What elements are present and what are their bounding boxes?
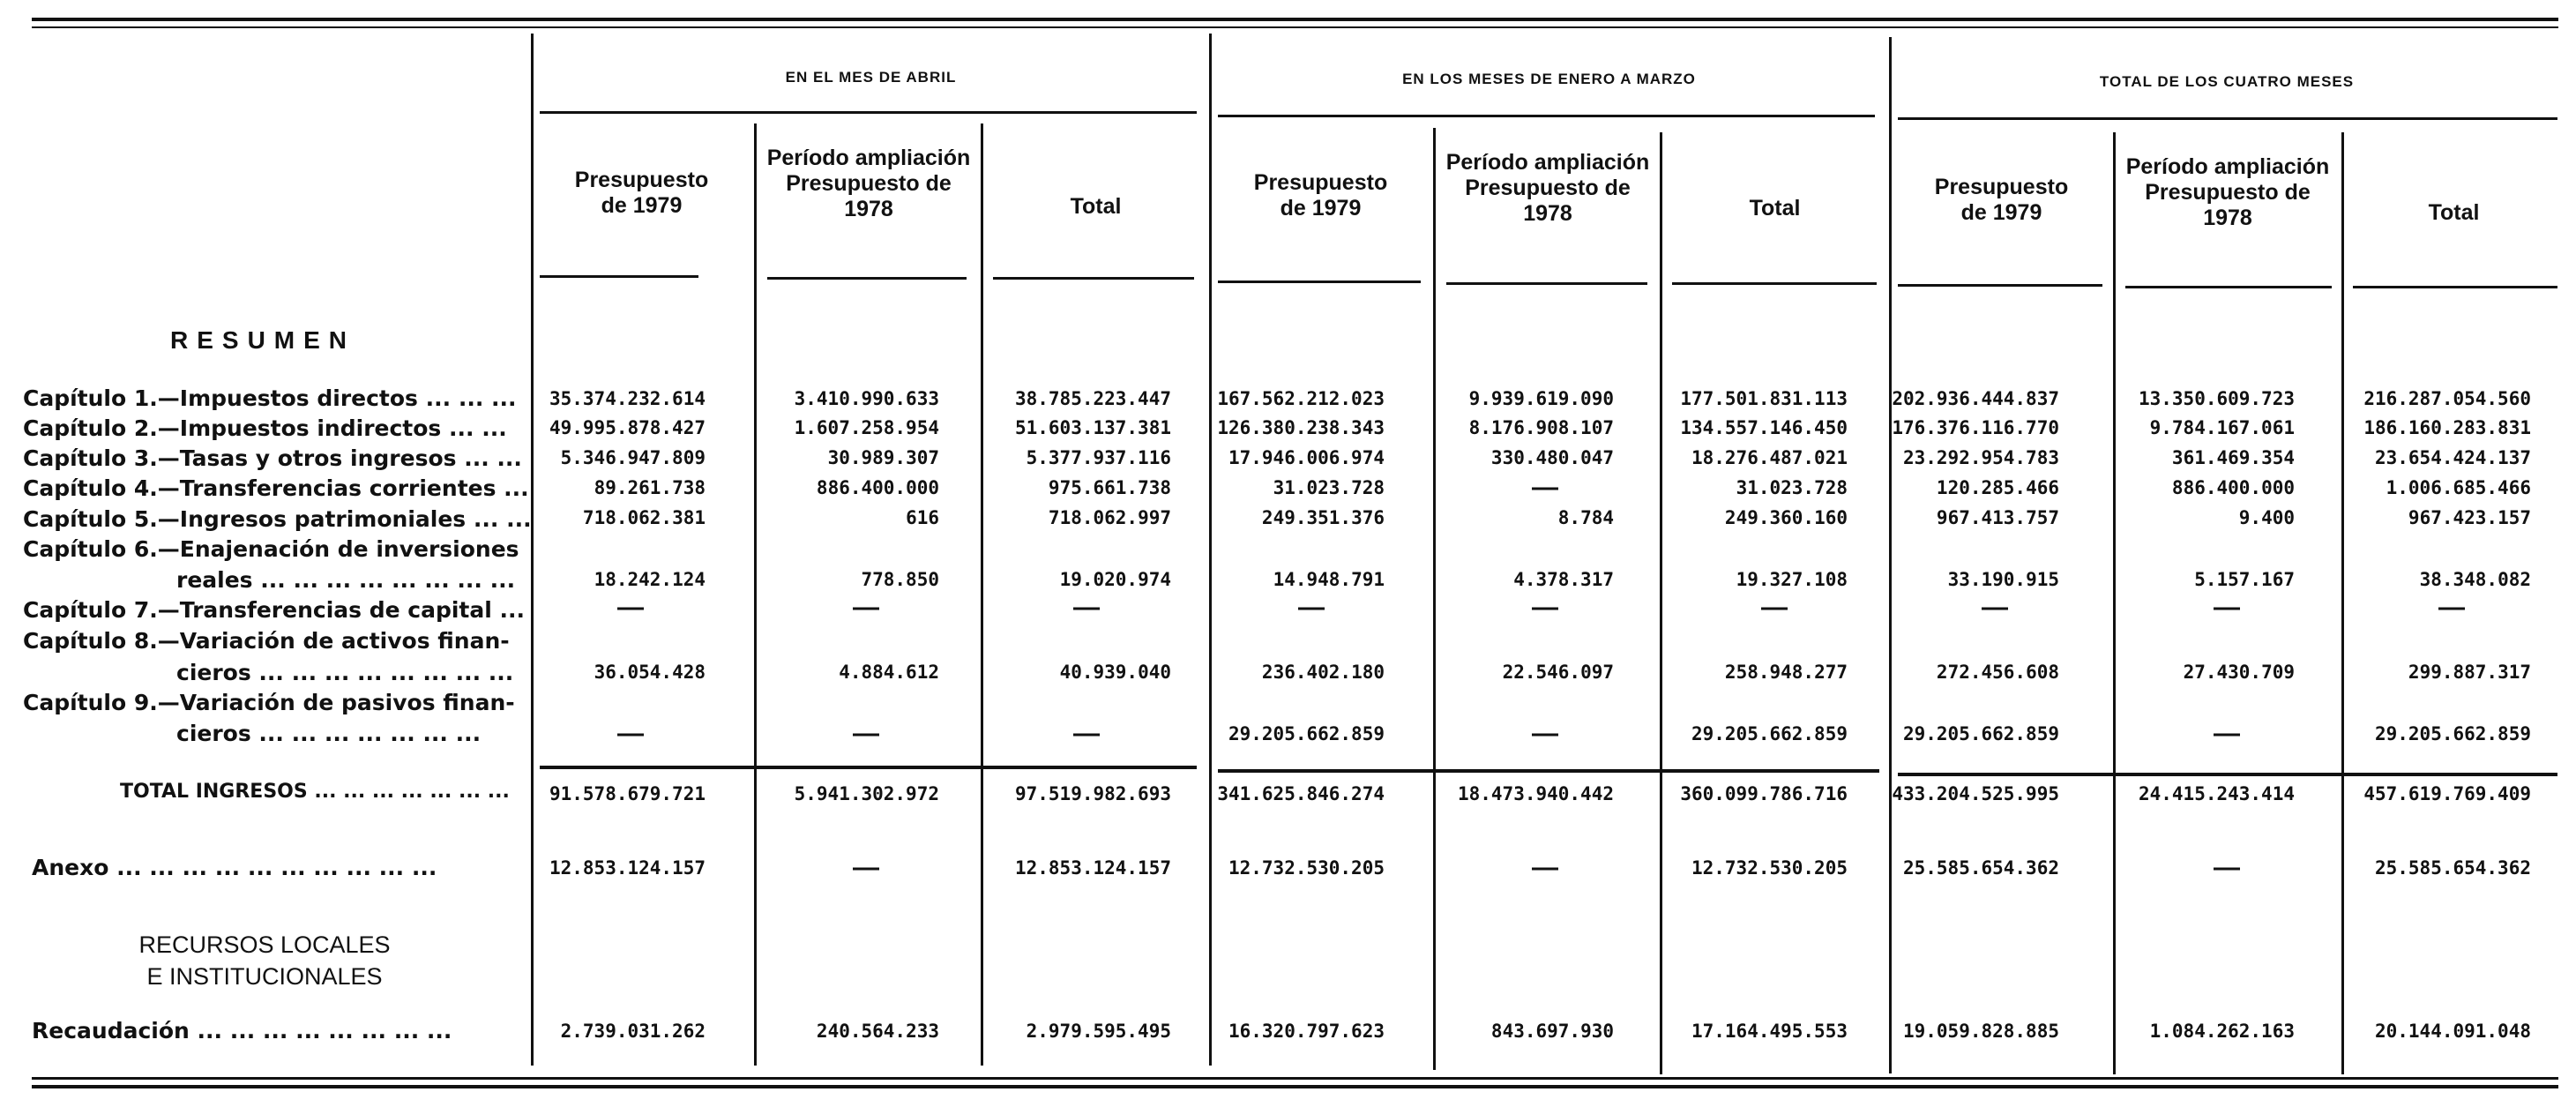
table-cell: 361.469.354: [2171, 447, 2295, 468]
anexo-cell: 25.585.654.362: [2374, 857, 2531, 879]
table-cell: 49.995.878.427: [549, 417, 706, 438]
anexo-cell: —: [853, 853, 879, 882]
table-cell: 5.157.167: [2194, 569, 2295, 590]
row-label: Capítulo 1.—Impuestos directos ... ... ...: [23, 385, 517, 411]
table-cell: 9.784.167.061: [2149, 417, 2295, 438]
table-cell: 22.546.097: [1502, 662, 1614, 683]
column-divider: [2113, 132, 2116, 1074]
table-cell: 89.261.738: [594, 477, 706, 498]
anexo-cell: 25.585.654.362: [1902, 857, 2059, 879]
recursos-heading-1: RECURSOS LOCALES: [138, 931, 391, 958]
table-cell: 8.784: [1557, 507, 1614, 528]
column-header: Período ampliación Presupuesto de 1978: [2125, 154, 2330, 230]
bottom-double-rule-2: [32, 1085, 2558, 1088]
column-header: Total: [1749, 196, 1801, 221]
row-label: Capítulo 3.—Tasas y otros ingresos ... ...: [23, 445, 522, 471]
total-cell: 97.519.982.693: [1014, 783, 1171, 804]
column-header: Total: [1070, 194, 1122, 219]
total-cell: 341.625.846.274: [1217, 783, 1385, 804]
total-cell: 24.415.243.414: [2138, 783, 2295, 804]
table-cell: 718.062.997: [1048, 507, 1171, 528]
total-cell: 5.941.302.972: [794, 783, 939, 804]
table-cell: 23.292.954.783: [1902, 447, 2059, 468]
header-underline: [1446, 282, 1647, 285]
total-label: TOTAL INGRESOS ... ... ... ... ... ... ...: [120, 781, 510, 803]
group-title-abril: EN EL MES DE ABRIL: [785, 69, 957, 86]
table-cell: 120.285.466: [1936, 477, 2059, 498]
table-cell: 9.939.619.090: [1468, 388, 1614, 409]
table-cell: —: [1298, 593, 1325, 622]
anexo-cell: 12.732.530.205: [1228, 857, 1385, 879]
anexo-cell: —: [2214, 853, 2240, 882]
table-cell: 886.400.000: [2171, 477, 2295, 498]
group-divider: [1889, 37, 1892, 1073]
anexo-cell: 12.732.530.205: [1691, 857, 1848, 879]
recaudacion-cell: 19.059.828.885: [1902, 1021, 2059, 1042]
table-cell: 5.377.937.116: [1026, 447, 1171, 468]
table-cell: 38.785.223.447: [1014, 388, 1171, 409]
total-cell: 18.473.940.442: [1457, 783, 1614, 804]
table-cell: 35.374.232.614: [549, 388, 706, 409]
resumen-heading: RESUMEN: [170, 326, 356, 354]
group-title-cuatro-meses: TOTAL DE LOS CUATRO MESES: [2099, 73, 2355, 90]
recaudacion-cell: 2.739.031.262: [560, 1021, 706, 1042]
table-cell: 258.948.277: [1724, 662, 1848, 683]
column-header: Presupuesto de 1979: [1934, 175, 2069, 225]
anexo-label: Anexo ... ... ... ... ... ... ... ... ... ...: [32, 855, 437, 880]
table-cell: 177.501.831.113: [1680, 388, 1848, 409]
table-cell: 967.413.757: [1936, 507, 2059, 528]
header-underline: [993, 277, 1194, 280]
recaudacion-cell: 240.564.233: [816, 1021, 939, 1042]
column-divider: [754, 123, 757, 1066]
table-cell: 1.006.685.466: [2386, 477, 2531, 498]
table-cell: —: [1982, 593, 2008, 622]
table-cell: 4.378.317: [1513, 569, 1614, 590]
table-cell: 17.946.006.974: [1228, 447, 1385, 468]
group-underline: [540, 111, 1197, 114]
table-cell: —: [1761, 593, 1788, 622]
table-cell: 29.205.662.859: [1228, 723, 1385, 744]
table-cell: 1.607.258.954: [794, 417, 939, 438]
row-label: Capítulo 5.—Ingresos patrimoniales ... ...: [23, 506, 532, 532]
table-cell: 29.205.662.859: [1902, 723, 2059, 744]
top-double-rule-2: [32, 26, 2558, 28]
table-cell: 718.062.381: [582, 507, 706, 528]
group-title-enero-marzo: EN LOS MESES DE ENERO A MARZO: [1402, 71, 1696, 87]
table-cell: 202.936.444.837: [1892, 388, 2059, 409]
table-cell: 29.205.662.859: [1691, 723, 1848, 744]
table-cell: 18.276.487.021: [1691, 447, 1848, 468]
row-label: Capítulo 6.—Enajenación de inversiones: [23, 536, 519, 562]
total-rule: [1898, 773, 2557, 776]
table-cell: 975.661.738: [1048, 477, 1171, 498]
table-cell: 134.557.146.450: [1680, 417, 1848, 438]
group-underline: [1218, 115, 1875, 117]
table-cell: 299.887.317: [2408, 662, 2531, 683]
table-cell: 30.989.307: [827, 447, 939, 468]
table-cell: 33.190.915: [1947, 569, 2059, 590]
column-header: Presupuesto de 1979: [574, 168, 709, 218]
table-cell: 3.410.990.633: [794, 388, 939, 409]
table-cell: —: [2214, 593, 2240, 622]
recaudacion-cell: 1.084.262.163: [2149, 1021, 2295, 1042]
recursos-heading-2: E INSTITUCIONALES: [146, 963, 383, 990]
table-cell: —: [1073, 719, 1100, 748]
group-underline: [1898, 117, 2557, 120]
header-underline: [1218, 280, 1421, 283]
top-double-rule-1: [32, 18, 2558, 21]
row-label-cont: cieros ... ... ... ... ... ... ...: [176, 721, 482, 746]
table-cell: 186.160.283.831: [2363, 417, 2531, 438]
table-cell: 249.360.160: [1724, 507, 1848, 528]
table-cell: 13.350.609.723: [2138, 388, 2295, 409]
recaudacion-cell: 16.320.797.623: [1228, 1021, 1385, 1042]
column-divider: [1660, 132, 1662, 1074]
header-underline: [540, 275, 698, 278]
total-cell: 457.619.769.409: [2363, 783, 2531, 804]
table-cell: —: [1073, 593, 1100, 622]
table-cell: —: [2438, 593, 2465, 622]
total-rule: [540, 766, 1197, 769]
table-cell: 126.380.238.343: [1217, 417, 1385, 438]
table-cell: 167.562.212.023: [1217, 388, 1385, 409]
table-cell: —: [617, 719, 644, 748]
total-cell: 433.204.525.995: [1892, 783, 2059, 804]
row-label-cont: reales ... ... ... ... ... ... ... ...: [176, 567, 516, 593]
table-cell: 23.654.424.137: [2374, 447, 2531, 468]
total-rule: [1218, 769, 1879, 773]
total-cell: 91.578.679.721: [549, 783, 706, 804]
table-cell: 272.456.608: [1936, 662, 2059, 683]
table-cell: 29.205.662.859: [2374, 723, 2531, 744]
column-header: Período ampliación Presupuesto de 1978: [1445, 150, 1650, 226]
table-cell: 31.023.728: [1736, 477, 1848, 498]
header-underline: [1672, 282, 1877, 285]
bottom-double-rule-1: [32, 1077, 2558, 1080]
row-label: Capítulo 8.—Variación de activos finan-: [23, 628, 510, 654]
group-divider: [1209, 34, 1212, 1066]
table-cell: 886.400.000: [816, 477, 939, 498]
anexo-cell: 12.853.124.157: [549, 857, 706, 879]
header-underline: [1898, 284, 2102, 287]
row-label: Capítulo 7.—Transferencias de capital ...: [23, 597, 526, 623]
group-divider: [531, 34, 534, 1066]
table-cell: 51.603.137.381: [1014, 417, 1171, 438]
table-cell: 9.400: [2238, 507, 2295, 528]
table-cell: 249.351.376: [1261, 507, 1385, 528]
table-cell: 14.948.791: [1273, 569, 1385, 590]
total-cell: 360.099.786.716: [1680, 783, 1848, 804]
column-divider: [1433, 128, 1436, 1070]
table-cell: —: [853, 593, 879, 622]
table-cell: 5.346.947.809: [560, 447, 706, 468]
row-label: Capítulo 2.—Impuestos indirectos ... ...: [23, 415, 507, 441]
header-underline: [2353, 286, 2557, 288]
recaudacion-label: Recaudación ... ... ... ... ... ... ... ...: [32, 1018, 452, 1043]
table-cell: 216.287.054.560: [2363, 388, 2531, 409]
table-cell: 27.430.709: [2183, 662, 2295, 683]
table-cell: 236.402.180: [1261, 662, 1385, 683]
row-label: Capítulo 9.—Variación de pasivos finan-: [23, 690, 515, 715]
column-divider: [2341, 132, 2344, 1074]
table-cell: —: [1532, 719, 1558, 748]
table-cell: —: [1532, 473, 1558, 502]
table-cell: 176.376.116.770: [1892, 417, 2059, 438]
table-cell: 40.939.040: [1059, 662, 1171, 683]
anexo-cell: 12.853.124.157: [1014, 857, 1171, 879]
anexo-cell: —: [1532, 853, 1558, 882]
header-underline: [2125, 286, 2332, 288]
table-cell: 778.850: [861, 569, 939, 590]
recaudacion-cell: 2.979.595.495: [1026, 1021, 1171, 1042]
table-cell: 18.242.124: [594, 569, 706, 590]
recaudacion-cell: 17.164.495.553: [1691, 1021, 1848, 1042]
row-label-cont: cieros ... ... ... ... ... ... ... ...: [176, 660, 514, 685]
column-header: Período ampliación Presupuesto de 1978: [766, 146, 971, 221]
table-cell: 4.884.612: [839, 662, 939, 683]
table-cell: 616: [906, 507, 939, 528]
table-cell: —: [1532, 593, 1558, 622]
table-cell: 967.423.157: [2408, 507, 2531, 528]
table-cell: 8.176.908.107: [1468, 417, 1614, 438]
table-cell: —: [2214, 719, 2240, 748]
table-cell: —: [617, 593, 644, 622]
column-header: Total: [2428, 200, 2480, 225]
recaudacion-cell: 20.144.091.048: [2374, 1021, 2531, 1042]
table-cell: 330.480.047: [1490, 447, 1614, 468]
row-label: Capítulo 4.—Transferencias corrientes ...: [23, 475, 529, 501]
table-cell: 19.327.108: [1736, 569, 1848, 590]
column-header: Presupuesto de 1979: [1253, 170, 1388, 221]
header-underline: [767, 277, 967, 280]
table-cell: —: [853, 719, 879, 748]
table-cell: 19.020.974: [1059, 569, 1171, 590]
column-divider: [981, 123, 983, 1066]
table-cell: 31.023.728: [1273, 477, 1385, 498]
table-cell: 38.348.082: [2419, 569, 2531, 590]
table-cell: 36.054.428: [594, 662, 706, 683]
recaudacion-cell: 843.697.930: [1490, 1021, 1614, 1042]
